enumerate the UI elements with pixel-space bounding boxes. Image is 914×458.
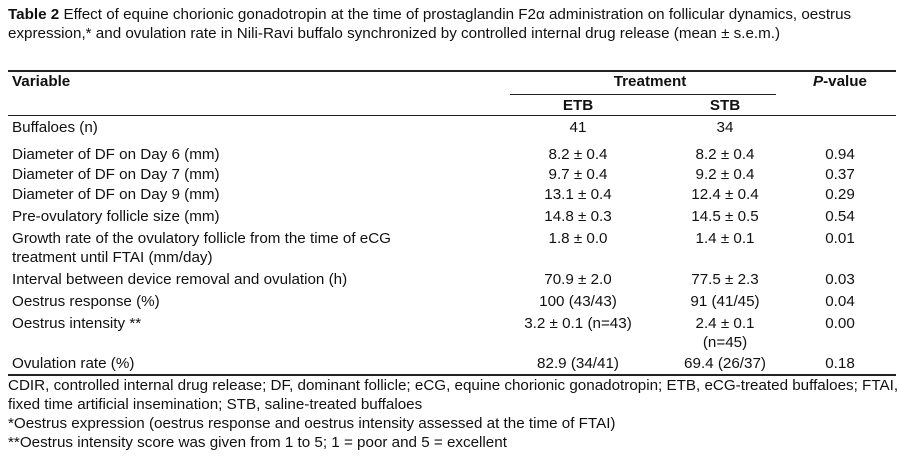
cell-etb: 41	[569, 119, 587, 136]
header-stb: STB	[709, 97, 741, 114]
cell-p-value: 0.01	[825, 230, 855, 247]
cell-variable: Buffaloes (n)	[12, 119, 98, 136]
cell-stb: 91 (41/45)	[690, 293, 760, 310]
header-treatment: Treatment	[613, 73, 687, 90]
cell-etb: 100 (43/43)	[539, 293, 617, 310]
cell-stb: 77.5 ± 2.3	[691, 271, 759, 288]
cell-etb: 14.8 ± 0.3	[544, 208, 612, 225]
cell-variable: Oestrus intensity **	[12, 315, 142, 332]
cell-stb: 69.4 (26/37)	[684, 355, 766, 372]
cell-variable: Ovulation rate (%)	[12, 355, 135, 372]
cell-variable: Diameter of DF on Day 9 (mm)	[12, 186, 220, 203]
table-caption	[8, 5, 898, 43]
footnote-abbreviations: CDIR, controlled internal drug release; DF, dominant follicle; eCG, equine chorionic gonadotropin; ETB, eCG-treated buffaloes; FTAI, fixed time artificial insemination; STB, saline-treated buffaloes	[8, 377, 899, 413]
cell-etb: 70.9 ± 2.0	[544, 271, 612, 288]
cell-stb: 9.2 ± 0.4	[695, 166, 755, 183]
header-etb: ETB	[562, 97, 594, 114]
cell-etb: 9.7 ± 0.4	[548, 166, 608, 183]
cell-etb: 8.2 ± 0.4	[548, 146, 608, 163]
header-rule	[8, 115, 896, 116]
header-variable: Variable	[12, 73, 71, 90]
footnote-intensity-score: **Oestrus intensity score was given from 1 to 5; 1 = poor and 5 = excellent	[8, 434, 507, 451]
cell-variable: Growth rate of the ovulatory follicle from the time of eCG	[12, 230, 391, 247]
cell-p-value: 0.54	[825, 208, 855, 225]
cell-p-value: 0.94	[825, 146, 855, 163]
cell-stb: 2.4 ± 0.1	[695, 315, 755, 332]
top-rule	[8, 70, 896, 72]
header-p-rest: -value	[823, 73, 868, 90]
cell-etb: 3.2 ± 0.1 (n=43)	[524, 315, 632, 332]
caption-text: Effect of equine chorionic gonadotropin at the time of prostaglandin F2α administration on follicular dynamics, oestrus expression,* and ovulation rate in Nili-Ravi buffalo synchronized by controlled internal drug release (mean ± s.e.m.)	[8, 6, 852, 42]
footnote-oestrus-expression: *Oestrus expression (oestrus response and oestrus intensity assessed at the time of FTAI)	[8, 415, 616, 432]
cell-stb: 34	[716, 119, 734, 136]
header-p-value	[780, 72, 900, 91]
cell-stb: (n=45)	[702, 334, 748, 351]
cell-stb: 8.2 ± 0.4	[695, 146, 755, 163]
cell-p-value: 0.04	[825, 293, 855, 310]
table-label: Table 2	[8, 6, 60, 23]
cell-stb: 12.4 ± 0.4	[691, 186, 759, 203]
cell-etb: 13.1 ± 0.4	[544, 186, 612, 203]
cell-p-value: 0.37	[825, 166, 855, 183]
cell-p-value: 0.18	[825, 355, 855, 372]
cell-stb: 14.5 ± 0.5	[691, 208, 759, 225]
cell-variable: Interval between device removal and ovulation (h)	[12, 271, 348, 288]
cell-variable: Pre-ovulatory follicle size (mm)	[12, 208, 220, 225]
cell-variable: treatment until FTAI (mm/day)	[12, 249, 213, 266]
cell-p-value: 0.00	[825, 315, 855, 332]
cell-variable: Oestrus response (%)	[12, 293, 160, 310]
cell-p-value: 0.03	[825, 271, 855, 288]
header-p-italic: P	[812, 73, 824, 90]
cell-stb: 1.4 ± 0.1	[695, 230, 755, 247]
cell-variable: Diameter of DF on Day 6 (mm)	[12, 146, 220, 163]
cell-etb: 1.8 ± 0.0	[548, 230, 608, 247]
cell-etb: 82.9 (34/41)	[537, 355, 619, 372]
treatment-rule	[510, 94, 776, 95]
cell-variable: Diameter of DF on Day 7 (mm)	[12, 166, 220, 183]
cell-p-value: 0.29	[825, 186, 855, 203]
